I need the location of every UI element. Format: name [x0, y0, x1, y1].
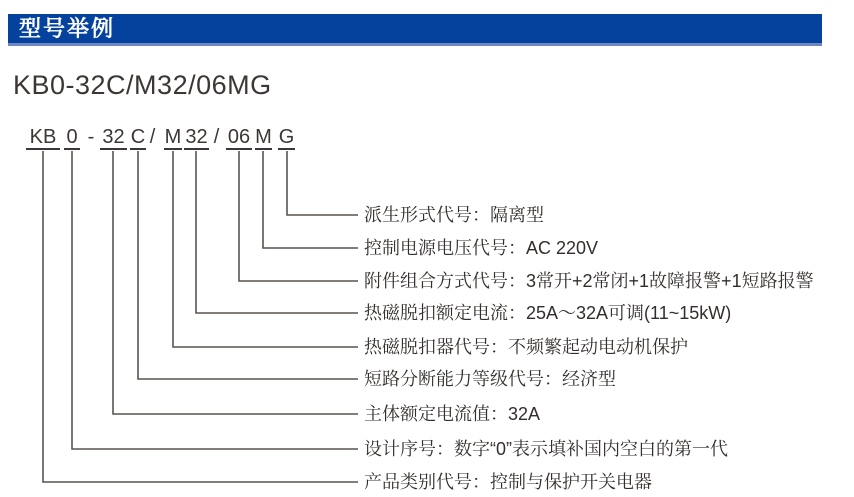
connector-06: [239, 151, 358, 281]
diagram-label-design-serial: 设计序号：数字“0”表示填补国内空白的第一代: [364, 439, 728, 459]
diagram-label-derived-form: 派生形式代号：隔离型: [364, 205, 544, 225]
connector-32b: [196, 151, 358, 313]
model-part-0: 0: [64, 127, 80, 150]
model-part-06: 06: [227, 126, 251, 148]
connector-kb: [43, 151, 358, 482]
diagram-label-trip-rated-current: 热磁脱扣额定电流：25A～32A可调(11~15kW): [364, 303, 732, 323]
connector-c: [138, 151, 358, 379]
connector-g: [287, 151, 358, 215]
connector-0: [72, 151, 358, 449]
connector-m2: [263, 151, 358, 248]
diagram-label-breaking-capacity: 短路分断能力等级代号：经济型: [364, 369, 616, 389]
diagram-label-main-rated-current: 主体额定电流值：32A: [364, 404, 541, 424]
model-part-g: G: [278, 126, 295, 148]
model-part-32-2: 32: [185, 126, 208, 148]
model-number-example: KB0-32C/M32/06MG: [13, 70, 272, 100]
diagram-label-trip-unit-code: 热磁脱扣器代号：不频繁起动电动机保护: [364, 337, 688, 357]
model-part-32: 32: [100, 127, 127, 150]
model-part-kb: KB: [26, 127, 60, 150]
model-part-c: C: [130, 126, 146, 148]
diagram-label-product-category: 产品类别代号：控制与保护开关电器: [364, 472, 652, 492]
connector-m1: [173, 151, 358, 347]
model-part-m-2: M: [255, 126, 272, 148]
connector-32a: [113, 151, 358, 414]
model-part-dash: -: [87, 126, 95, 148]
model-part-m-1: M: [164, 126, 182, 148]
diagram-label-accessory-combo: 附件组合方式代号：3常开+2常闭+1故障报警+1短路报警: [364, 271, 814, 291]
model-part-slash-1: /: [149, 126, 156, 148]
diagram-label-control-voltage: 控制电源电压代号：AC 220V: [364, 238, 599, 258]
section-title: 型号举例: [19, 16, 116, 41]
model-part-slash-2: /: [213, 126, 220, 148]
